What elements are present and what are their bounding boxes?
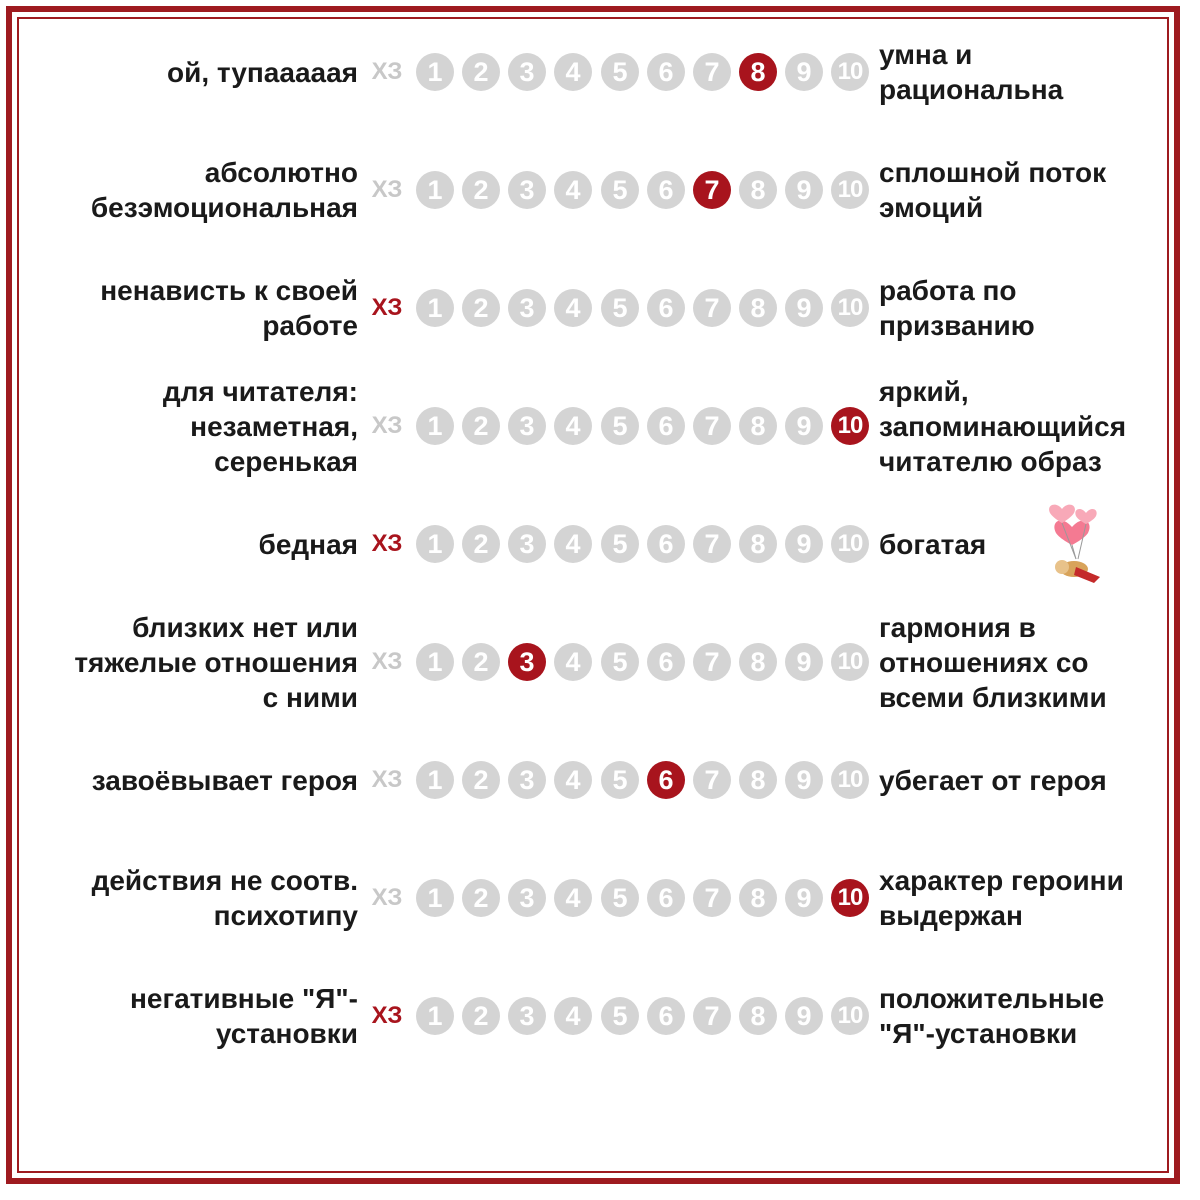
xz-option[interactable]: ХЗ [371,530,403,557]
left-label: ой, тупааааая [167,56,358,88]
scale-option-4[interactable]: 4 [554,879,592,917]
scale-option-1[interactable]: 1 [416,525,454,563]
scale-option-7[interactable]: 7 [693,289,731,327]
scale-option-10[interactable]: 10 [831,879,869,917]
scale-option-7[interactable]: 7 [693,407,731,445]
scale-option-4[interactable]: 4 [554,53,592,91]
balloons-hearts-icon [1032,497,1112,592]
xz-option[interactable]: ХЗ [371,766,403,793]
scale-option-3[interactable]: 3 [508,53,546,91]
right-label: убегает от героя [879,764,1107,796]
scale-option-4[interactable]: 4 [554,761,592,799]
rating-row [0,838,1200,958]
scale-option-10[interactable]: 10 [831,643,869,681]
scale-option-2[interactable]: 2 [462,643,500,681]
scale-option-2[interactable]: 2 [462,879,500,917]
scale-option-5[interactable]: 5 [601,407,639,445]
scale-option-6[interactable]: 6 [647,643,685,681]
scale-option-3[interactable]: 3 [508,761,546,799]
scale-option-9[interactable]: 9 [785,53,823,91]
left-label: близких нет или тяжелые отношения с ними [74,611,358,713]
scale-option-7[interactable]: 7 [693,525,731,563]
right-label: характер героини выдержан [879,865,1124,931]
left-label: завоёвывает героя [91,764,358,796]
scale-option-4[interactable]: 4 [554,525,592,563]
scale-option-5[interactable]: 5 [601,643,639,681]
scale-option-3[interactable]: 3 [508,879,546,917]
xz-option[interactable]: ХЗ [371,1002,403,1029]
scale-option-2[interactable]: 2 [462,761,500,799]
rating-row [0,956,1200,1076]
scale-option-8[interactable]: 8 [739,997,777,1035]
scale-option-3[interactable]: 3 [508,171,546,209]
scale-option-9[interactable]: 9 [785,997,823,1035]
scale-option-9[interactable]: 9 [785,407,823,445]
scale-option-9[interactable]: 9 [785,643,823,681]
scale-option-4[interactable]: 4 [554,997,592,1035]
xz-option[interactable]: ХЗ [371,884,403,911]
scale-option-10[interactable]: 10 [831,997,869,1035]
scale-option-1[interactable]: 1 [416,643,454,681]
scale-option-9[interactable]: 9 [785,525,823,563]
left-label: действия не соотв. психотипу [91,865,358,931]
scale-option-8[interactable]: 8 [739,171,777,209]
scale-option-7[interactable]: 7 [693,997,731,1035]
scale-option-10[interactable]: 10 [831,525,869,563]
right-label: умна и рациональна [879,39,1064,105]
scale-option-10[interactable]: 10 [831,53,869,91]
right-label: яркий, запоминающийся читателю образ [879,375,1127,477]
scale-option-1[interactable]: 1 [416,171,454,209]
scale-option-6[interactable]: 6 [647,761,685,799]
scale-option-6[interactable]: 6 [647,289,685,327]
rating-row [0,248,1200,368]
right-label: сплошной поток эмоций [879,157,1107,223]
scale-option-9[interactable]: 9 [785,171,823,209]
left-label: абсолютно безэмоциональная [90,157,358,223]
scale-option-3[interactable]: 3 [508,407,546,445]
rating-row [0,130,1200,250]
scale-option-8[interactable]: 8 [739,53,777,91]
scale-option-9[interactable]: 9 [785,761,823,799]
scale-option-8[interactable]: 8 [739,761,777,799]
scale-option-5[interactable]: 5 [601,171,639,209]
scale-option-1[interactable]: 1 [416,289,454,327]
scale-option-1[interactable]: 1 [416,761,454,799]
scale-option-8[interactable]: 8 [739,407,777,445]
scale-option-9[interactable]: 9 [785,289,823,327]
scale-option-8[interactable]: 8 [739,879,777,917]
scale-option-2[interactable]: 2 [462,525,500,563]
xz-option[interactable]: ХЗ [371,294,403,321]
scale-option-3[interactable]: 3 [508,525,546,563]
scale-option-10[interactable]: 10 [831,171,869,209]
scale-option-2[interactable]: 2 [462,171,500,209]
xz-option[interactable]: ХЗ [371,412,403,439]
scale-option-8[interactable]: 8 [739,289,777,327]
scale-option-4[interactable]: 4 [554,171,592,209]
scale-option-6[interactable]: 6 [647,53,685,91]
scale-option-5[interactable]: 5 [601,53,639,91]
scale-option-10[interactable]: 10 [831,407,869,445]
scale-option-5[interactable]: 5 [601,525,639,563]
left-label: негативные "Я"- установки [129,983,358,1049]
scale-option-6[interactable]: 6 [647,171,685,209]
scale-option-5[interactable]: 5 [601,761,639,799]
scale-option-2[interactable]: 2 [462,407,500,445]
scale-option-10[interactable]: 10 [831,289,869,327]
scale-option-7[interactable]: 7 [693,643,731,681]
rating-row [0,12,1200,132]
scale-option-8[interactable]: 8 [739,643,777,681]
left-label: для читателя: незаметная, серенькая [162,375,358,477]
right-label: гармония в отношениях со всеми близкими [879,611,1107,713]
right-label: богатая [879,528,987,560]
rating-row [0,720,1200,840]
rating-row [0,484,1200,604]
scale-option-2[interactable]: 2 [462,997,500,1035]
scale-option-6[interactable]: 6 [647,525,685,563]
scale-option-5[interactable]: 5 [601,879,639,917]
scale-option-5[interactable]: 5 [601,997,639,1035]
scale-option-1[interactable]: 1 [416,997,454,1035]
scale-option-6[interactable]: 6 [647,407,685,445]
xz-option[interactable]: ХЗ [371,58,403,85]
scale-option-7[interactable]: 7 [693,879,731,917]
scale-option-9[interactable]: 9 [785,879,823,917]
right-label: работа по призванию [879,275,1035,341]
scale-option-5[interactable]: 5 [601,289,639,327]
left-label: ненависть к своей работе [100,275,358,341]
rating-row [0,366,1200,486]
scale-option-10[interactable]: 10 [831,761,869,799]
scale-option-8[interactable]: 8 [739,525,777,563]
scale-option-6[interactable]: 6 [647,997,685,1035]
scale-option-3[interactable]: 3 [508,643,546,681]
scale-option-2[interactable]: 2 [462,53,500,91]
scale-option-4[interactable]: 4 [554,289,592,327]
scale-option-2[interactable]: 2 [462,289,500,327]
scale-option-6[interactable]: 6 [647,879,685,917]
scale-option-1[interactable]: 1 [416,407,454,445]
xz-option[interactable]: ХЗ [371,648,403,675]
scale-option-3[interactable]: 3 [508,289,546,327]
xz-option[interactable]: ХЗ [371,176,403,203]
scale-option-7[interactable]: 7 [693,53,731,91]
scale-option-1[interactable]: 1 [416,879,454,917]
scale-option-4[interactable]: 4 [554,643,592,681]
scale-option-7[interactable]: 7 [693,761,731,799]
scale-option-3[interactable]: 3 [508,997,546,1035]
left-label: бедная [258,528,358,560]
rating-row [0,602,1200,722]
right-label: положительные "Я"-установки [879,983,1105,1049]
scale-option-1[interactable]: 1 [416,53,454,91]
scale-option-4[interactable]: 4 [554,407,592,445]
scale-option-7[interactable]: 7 [693,171,731,209]
